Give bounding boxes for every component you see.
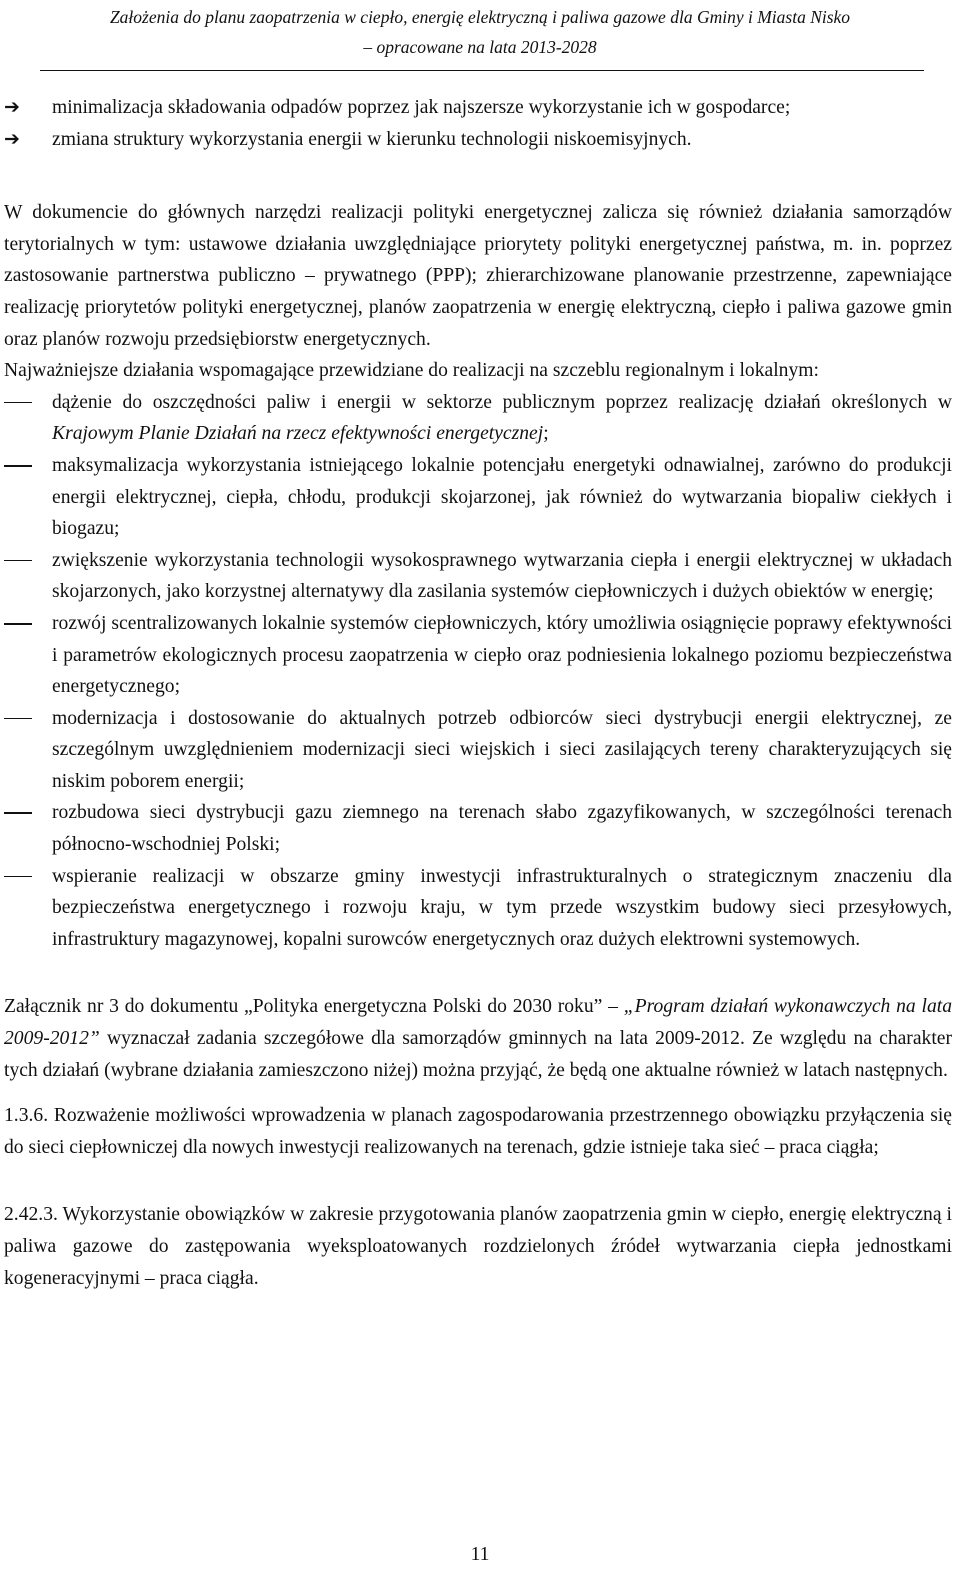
list-item-text: modernizacja i dostosowanie do aktualnych potrzeb odbiorców sieci dystrybucji energii elektrycznej, ze szczególnym uwzględnieniem modernizacji sieci wiejskich i sieci zasilających tereny charakteryzujących się niskim poborem energii;	[52, 707, 952, 792]
dash-bullet	[4, 812, 32, 814]
list-item-text: zmiana struktury wykorzystania energii w kierunku technologii niskoemisyjnych.	[52, 128, 692, 150]
list-item	[4, 92, 952, 124]
paragraph: 2.42.3. Wykorzystanie obowiązków w zakresie przygotowania planów zaopatrzenia gmin w ciepło, energię elektryczną i paliwa gazowe do zastępowania wyeksploatowanych rozdzielonych źródeł wytwarzania ciepła jednostkami kogeneracyjnymi – praca ciągła.	[4, 1204, 952, 1289]
dash-bullet	[4, 718, 32, 720]
right-arrow-icon: ➔	[4, 127, 20, 150]
document-body	[4, 92, 952, 1294]
dash-bullet	[4, 402, 32, 404]
list-item	[4, 450, 952, 545]
list-item-text: minimalizacja składowania odpadów poprzez jak najszersze wykorzystanie ich w gospodarce;	[52, 97, 791, 118]
header-rule	[40, 70, 924, 71]
header-subtitle: – opracowane na lata 2013-2028	[363, 37, 597, 57]
list-item	[4, 797, 952, 860]
dash-bullet	[4, 876, 32, 878]
list-item	[4, 387, 952, 450]
paragraph: Najważniejsze działania wspomagające przewidziane do realizacji na szczeblu regionalnym i lokalnym:	[4, 360, 819, 382]
list-item-text: dążenie do oszczędności paliw i energii w sektorze publicznym poprzez realizację działań określonych w Krajowym Planie Działań na rzecz efektywności energetycznej;	[52, 391, 952, 445]
list-item	[4, 608, 952, 703]
page-number: 11	[470, 1544, 490, 1565]
list-item-text: maksymalizacja wykorzystania istniejącego lokalnie potencjału energetyki odnawialnej, zarówno do produkcji energii elektrycznej, ciepła, chłodu, produkcji skojarzonej, jak również do wytwarzania biopaliw ciekłych i biogazu;	[52, 454, 952, 540]
program-title: „Program działań wykonawczych na lata 2009-2012”	[4, 996, 952, 1050]
header-title: Założenia do planu zaopatrzenia w ciepło, energię elektryczną i paliwa gazowe dla Gminy i Miasta Nisko	[109, 7, 851, 27]
list-item-text: zwiększenie wykorzystania technologii wysokosprawnego wytwarzania ciepła i energii elektrycznej w układach skojarzonych, jako korzystnej alternatywy dla zasilania systemów ciepłowniczych i dużych obiektów w energię;	[52, 549, 952, 603]
list-item	[4, 124, 952, 156]
paragraph: W dokumencie do głównych narzędzi realizacji polityki energetycznej zalicza się również działania samorządów terytorialnych w tym: ustawowe działania uwzględniające priorytety polityki energetycznej państwa, m. in. poprzez zastosowanie partnerstwa publiczno – prywatnego (PPP); zhierarchizowane planowanie przestrzenne, zapewniające realizację priorytetów polityki energetycznej, planów zaopatrzenia w energię elektryczną, ciepło i paliwa gazowe gmin oraz planów rozwoju przedsiębiorstw energetycznych.	[4, 202, 952, 350]
paragraph: Załącznik nr 3 do dokumentu „Polityka energetyczna Polski do 2030 roku” – „Program działań wykonawczych na lata 2009-2012” wyznaczał zadania szczegółowe dla samorządów gminnych na lata 2009-2012. Ze względu na charakter tych działań (wybrane działania zamieszczono niżej) można przyjąć, że będą one aktualne również w latach następnych.	[4, 996, 952, 1081]
dash-bullet	[4, 560, 32, 562]
list-item	[4, 703, 952, 798]
dash-bullet	[4, 465, 32, 467]
paragraph: 1.3.6. Rozważenie możliwości wprowadzenia w planach zagospodarowania przestrzennego obowiązku przyłączenia się do sieci ciepłowniczej dla nowych inwestycji realizowanych na terenach, gdzie istnieje taka sieć – praca ciągła;	[4, 1105, 952, 1158]
plan-title: Krajowym Planie Działań na rzecz efektywności energetycznej	[52, 423, 544, 445]
dash-bullet	[4, 623, 32, 625]
list-item	[4, 861, 952, 956]
list-item-text: rozbudowa sieci dystrybucji gazu ziemnego na terenach słabo zgazyfikowanych, w szczególności terenach północno-wschodniej Polski;	[52, 802, 952, 856]
list-item-text: rozwój scentralizowanych lokalnie systemów ciepłowniczych, który umożliwia osiągnięcie poprawy efektywności i parametrów ekologicznych procesu zaopatrzenia w ciepło oraz podniesienia lokalnego poziomu bezpieczeństwa energetycznego;	[52, 612, 952, 698]
right-arrow-icon: ➔	[4, 96, 20, 118]
list-item-text: wspieranie realizacji w obszarze gminy inwestycji infrastrukturalnych o strategicznym znaczeniu dla bezpieczeństwa energetycznego i rozwoju kraju, w tym przede wszystkim budowy sieci przesyłowych, infrastruktury magazynowej, kopalni surowców energetycznych oraz dużych elektrowni systemowych.	[52, 865, 952, 950]
list-item	[4, 545, 952, 608]
